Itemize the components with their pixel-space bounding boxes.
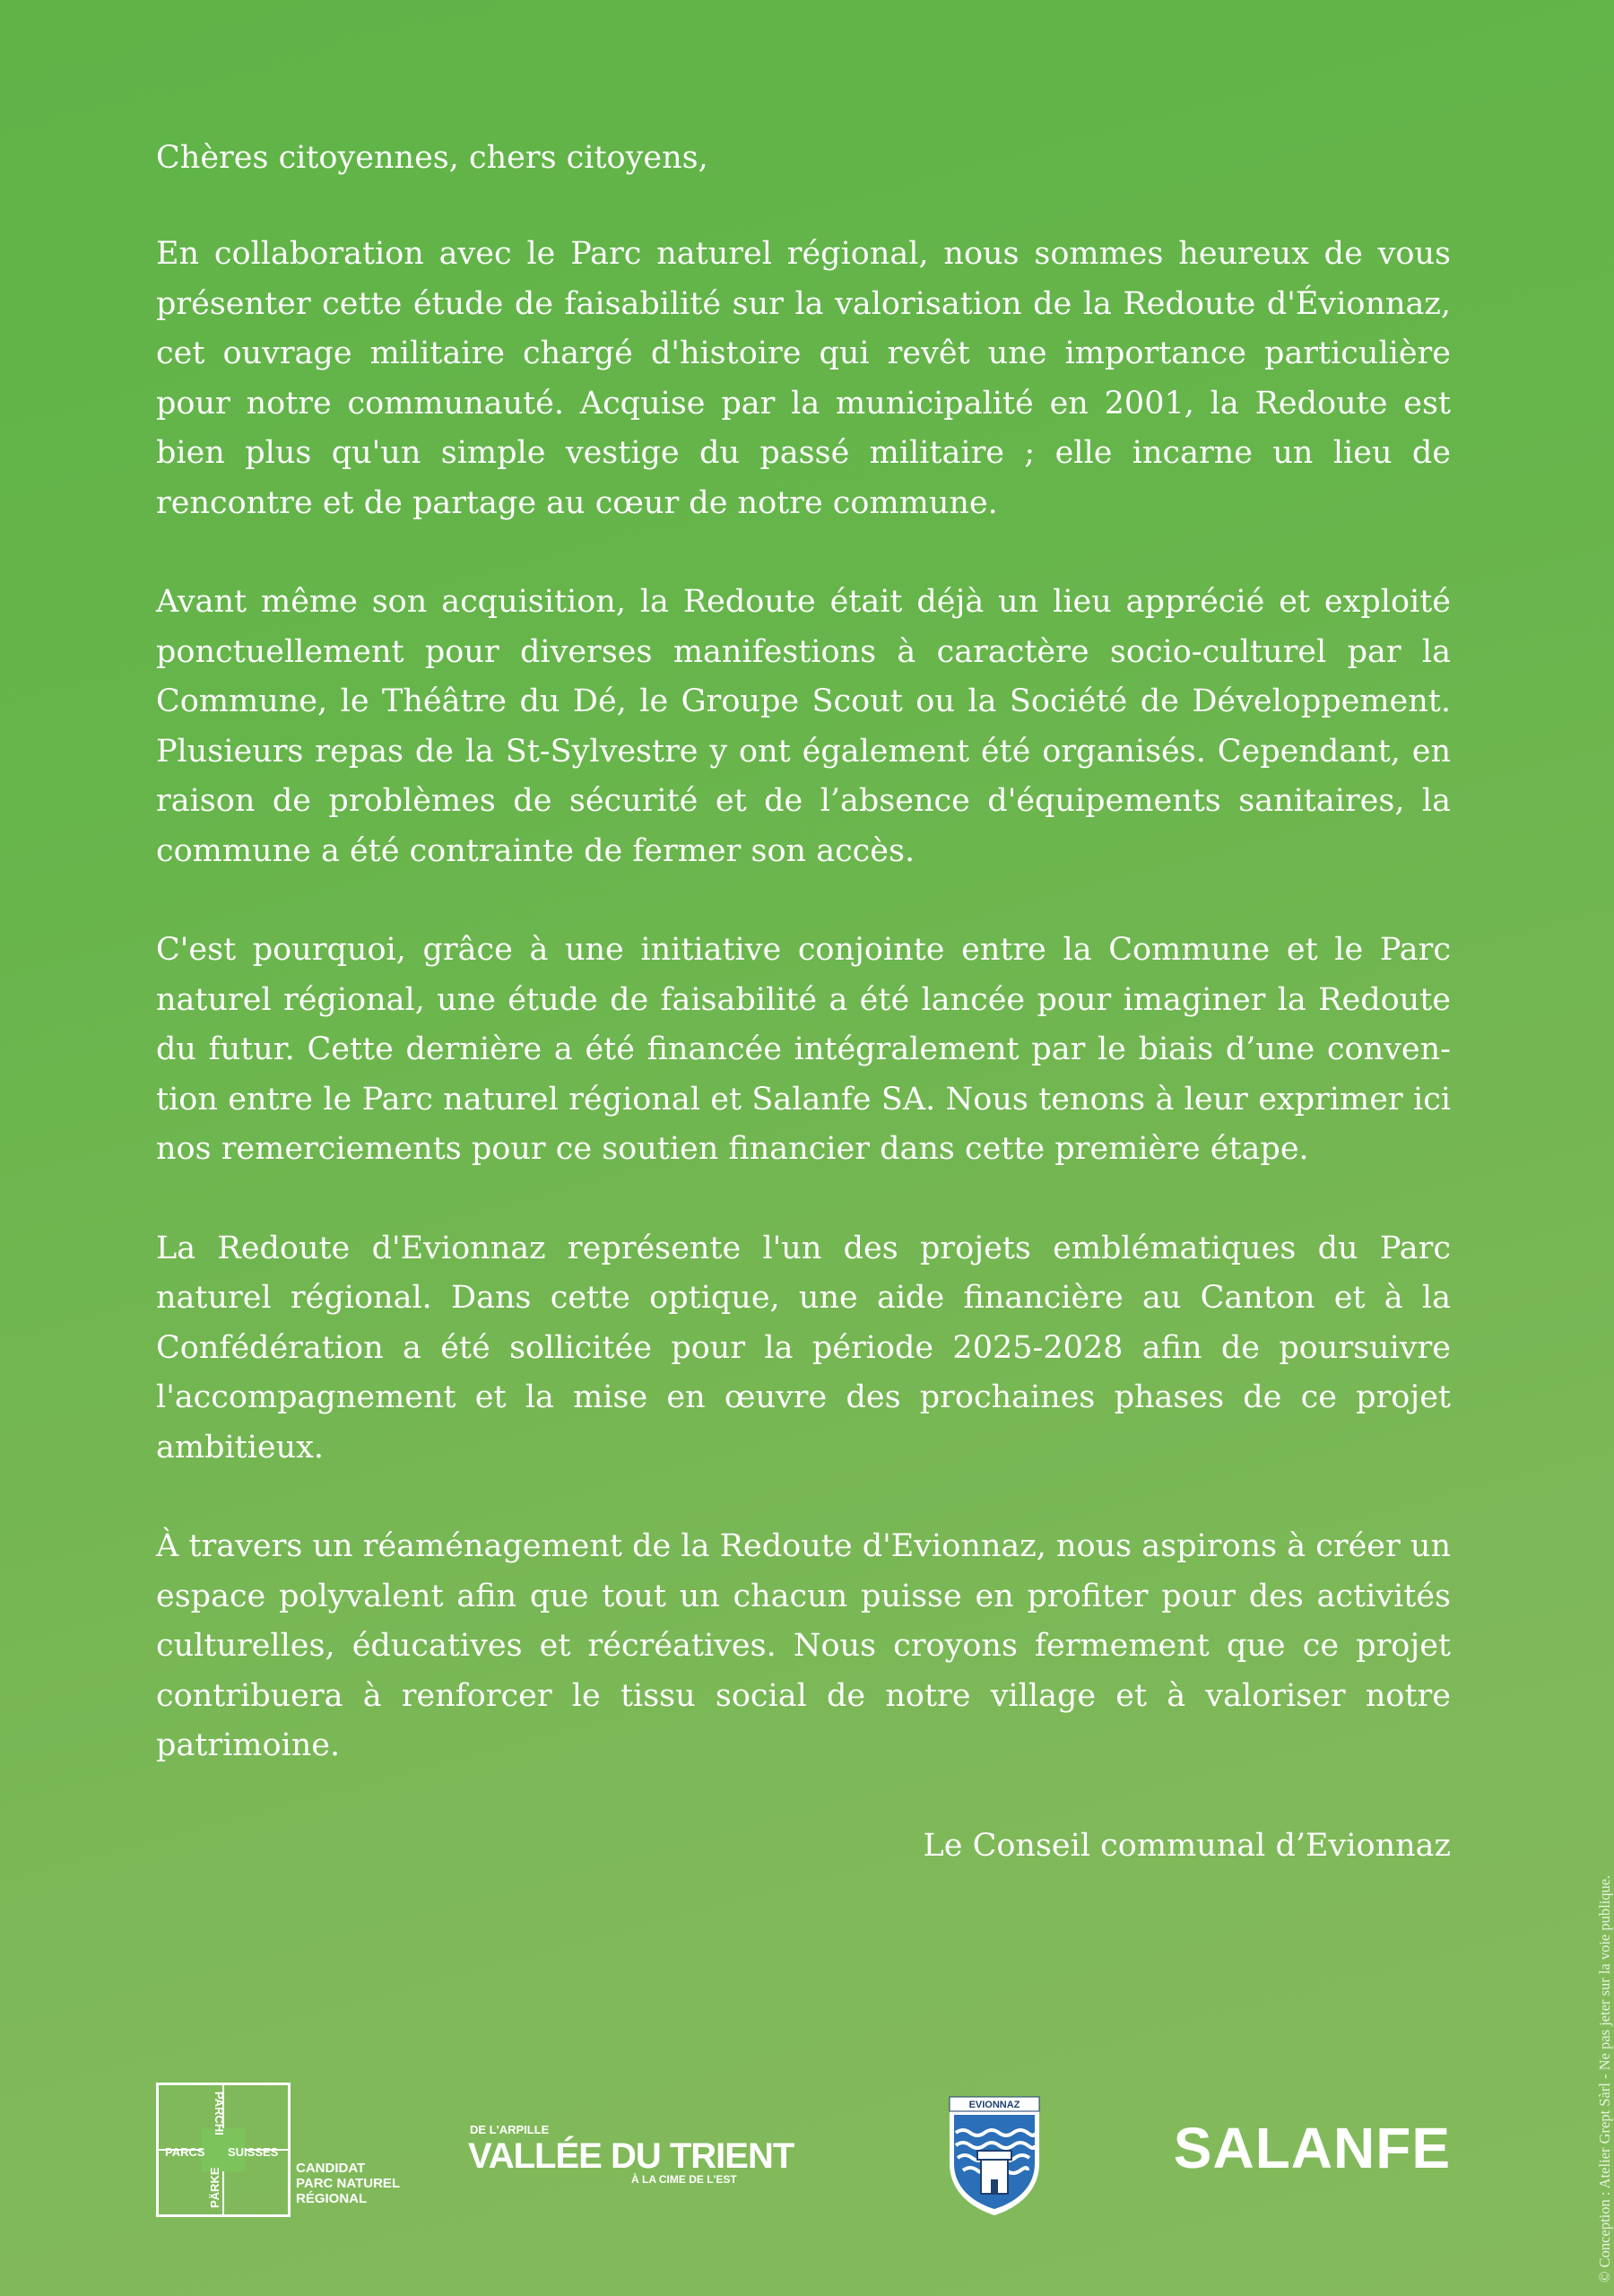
vallee-du-trient-logo (452, 2118, 793, 2190)
paragraph-3: C'est pourquoi, grâce à une initiative conjointe entre la Commune et le Parc naturel régional, une étude de faisabilité a été lancée pour imaginer la Redoute du futur. Cette dernière a été financée intégralement par le biais d’une convention entre le Parc naturel régional et Salanfe SA. Nous tenons à leur exprimer ici nos remerciements pour ce soutien financier dans cette première étape. (156, 932, 1451, 1167)
credit-line: © Conception : Atelier Grept Sàrl - Ne pas jeter sur la voie publique. (1596, 1874, 1613, 2283)
regional-label: RÉGIONAL (296, 2191, 368, 2206)
signature: Le Conseil communal d’Evionnaz (923, 1827, 1451, 1864)
paragraph-5: À travers un réaménagement de la Redoute d'Evionnaz, nous aspirons à créer un espace polyvalent afin que tout un chacun puisse en profiter pour des activités culturelles, éducatives et récréatives. Nous croyons fermement que ce projet contribuera à renforcer le tissu social de notre village et à valoriser notre patrimoine. (156, 1528, 1451, 1763)
parchi-label: PARCHI (213, 2092, 226, 2135)
parc-naturel-label: PARC NATUREL (296, 2176, 401, 2191)
salanfe-logo: SALANFE (1173, 2116, 1451, 2180)
evionnaz-label: EVIONNAZ (968, 2100, 1020, 2110)
salutation: Chères citoyennes, chers citoyens, (156, 140, 708, 176)
letter-body (156, 133, 1451, 1902)
suisses-label: SUISSES (228, 2145, 279, 2159)
candidat-label: CANDIDAT (296, 2161, 366, 2176)
parcs-suisses-logo (156, 2083, 425, 2217)
trient-main-label: VALLÉE DU TRIENT (468, 2136, 794, 2176)
paragraph-4: La Redoute d'Evionnaz représente l'un des projets emblématiques du Parc naturel régional. Dans cette optique, une aide financière au Canton et à la Confédération a été sollicitée pour la période 2025-2028 afin de poursuivre l'accompagnement et la mise en œuvre des prochaines phases de ce projet ambitieux. (156, 1230, 1451, 1465)
paragraph-1: En collaboration avec le Parc naturel régional, nous sommes heureux de vous présenter cette étude de faisabilité sur la valorisation de la Redoute d'Évionnaz, cet ouvrage militaire chargé d'histoire qui revêt une importance particulière pour notre communauté. Acquise par la municipalité en 2001, la Redoute est bien plus qu'un simple vestige du passé militaire ; elle incarne un lieu de rencontre et de partage au cœur de notre commune. (156, 236, 1451, 521)
evionnaz-coat-of-arms (945, 2092, 1044, 2217)
paragraph-2: Avant même son acquisition, la Redoute était déjà un lieu apprécié et exploité ponctuellement pour diverses manifestions à caractère socio-culturel par la Commune, le Théâtre du Dé, le Groupe Scout ou la Société de Développement. Plusieurs repas de la St-Sylvestre y ont également été organisés. Cependant, en raison de problèmes de sécurité et de l’absence d'équipements sanitaires, la commune a été contrainte de fermer son accès. (156, 584, 1451, 869)
parcs-label: PARCS (165, 2145, 205, 2159)
parke-label: PÄRKE (208, 2167, 221, 2208)
trient-top-label: DE L'ARPILLE (470, 2123, 550, 2136)
logo-row (156, 2083, 1451, 2217)
trient-bottom-label: À LA CIME DE L'EST (631, 2173, 737, 2186)
